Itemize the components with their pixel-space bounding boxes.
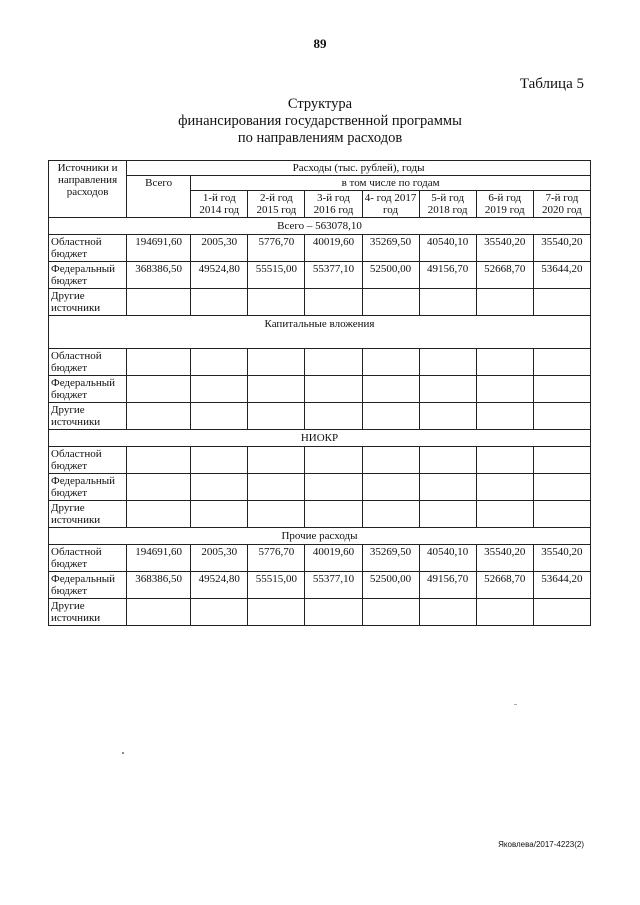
cell-year-7: 35540,20 (533, 235, 590, 262)
cell-total (127, 474, 191, 501)
cell-total (127, 501, 191, 528)
row-source-label: Областной бюджет (49, 545, 127, 572)
section-title: НИОКР (49, 430, 591, 447)
table-label: Таблица 5 (519, 76, 584, 92)
section-row (49, 316, 591, 349)
cell-year-1 (191, 403, 248, 430)
cell-year-7 (533, 349, 590, 376)
cell-year-2 (248, 474, 305, 501)
heading-line-3: по направлениям расходов (237, 130, 403, 146)
cell-total (127, 376, 191, 403)
cell-year-2 (248, 599, 305, 626)
cell-year-7 (533, 403, 590, 430)
cell-year-1 (191, 501, 248, 528)
cell-total: 368386,50 (127, 572, 191, 599)
cell-total (127, 403, 191, 430)
cell-year-1: 2005,30 (191, 235, 248, 262)
cell-year-1: 49524,80 (191, 572, 248, 599)
cell-year-2 (248, 403, 305, 430)
row-source-label: Областной бюджет (49, 349, 127, 376)
cell-year-4 (362, 501, 419, 528)
row-source-label: Федеральный бюджет (49, 376, 127, 403)
cell-year-1 (191, 376, 248, 403)
table-row (49, 474, 591, 501)
cell-year-3 (305, 289, 362, 316)
header-expenses: Расходы (тыс. рублей), годы (127, 161, 591, 176)
table-row (49, 599, 591, 626)
cell-year-3: 40019,60 (305, 235, 362, 262)
document-heading (0, 96, 640, 147)
document-footer-code: Яковлева/2017-4223(2) (498, 840, 584, 849)
cell-year-3: 55377,10 (305, 572, 362, 599)
cell-year-3 (305, 599, 362, 626)
cell-year-4: 35269,50 (362, 235, 419, 262)
cell-year-5: 40540,10 (419, 545, 476, 572)
row-source-label: Федеральный бюджет (49, 262, 127, 289)
cell-year-2: 5776,70 (248, 545, 305, 572)
cell-year-3 (305, 403, 362, 430)
cell-year-3: 40019,60 (305, 545, 362, 572)
header-year-6: 6-й год 2019 год (476, 191, 533, 218)
cell-year-6 (476, 376, 533, 403)
financing-structure-table (48, 160, 591, 626)
cell-total (127, 599, 191, 626)
cell-year-2 (248, 447, 305, 474)
cell-year-6: 35540,20 (476, 545, 533, 572)
cell-year-3 (305, 349, 362, 376)
cell-year-4 (362, 599, 419, 626)
cell-year-5 (419, 474, 476, 501)
cell-year-5: 49156,70 (419, 572, 476, 599)
cell-year-4 (362, 474, 419, 501)
section-row (49, 218, 591, 235)
cell-year-7 (533, 474, 590, 501)
table-row (49, 447, 591, 474)
cell-year-5 (419, 501, 476, 528)
table-row (49, 349, 591, 376)
cell-year-6 (476, 447, 533, 474)
cell-year-2 (248, 289, 305, 316)
table-row (49, 289, 591, 316)
cell-year-1 (191, 447, 248, 474)
cell-year-2: 5776,70 (248, 235, 305, 262)
cell-year-6: 52668,70 (476, 572, 533, 599)
table-row (49, 403, 591, 430)
cell-year-7 (533, 289, 590, 316)
cell-year-5: 49156,70 (419, 262, 476, 289)
header-sources: Источники и направления расходов (49, 161, 127, 218)
cell-total: 368386,50 (127, 262, 191, 289)
cell-year-3 (305, 376, 362, 403)
header-year-4: 4- год 2017 год (362, 191, 419, 218)
cell-year-4: 52500,00 (362, 572, 419, 599)
section-row (49, 528, 591, 545)
section-title: Капитальные вложения (49, 316, 591, 349)
cell-year-5 (419, 599, 476, 626)
cell-year-6 (476, 403, 533, 430)
cell-year-4 (362, 349, 419, 376)
cell-total (127, 349, 191, 376)
cell-year-6 (476, 349, 533, 376)
cell-year-5 (419, 349, 476, 376)
cell-year-2 (248, 349, 305, 376)
cell-year-6 (476, 501, 533, 528)
header-total: Всего (127, 176, 191, 218)
cell-total (127, 447, 191, 474)
table-row (49, 501, 591, 528)
cell-year-1 (191, 349, 248, 376)
cell-year-5 (419, 376, 476, 403)
cell-year-5: 40540,10 (419, 235, 476, 262)
cell-year-3 (305, 447, 362, 474)
scan-speck (122, 752, 124, 754)
scan-speck (514, 704, 517, 705)
cell-year-7: 53644,20 (533, 262, 590, 289)
cell-total: 194691,60 (127, 235, 191, 262)
cell-year-2 (248, 501, 305, 528)
header-by-years: в том числе по годам (191, 176, 591, 191)
row-source-label: Федеральный бюджет (49, 474, 127, 501)
cell-year-4 (362, 403, 419, 430)
cell-year-4 (362, 289, 419, 316)
heading-line-2: финансирования государственной программы (178, 113, 462, 129)
section-row (49, 430, 591, 447)
section-title: Всего – 563078,10 (49, 218, 591, 235)
cell-year-1: 2005,30 (191, 545, 248, 572)
cell-year-7: 35540,20 (533, 545, 590, 572)
header-year-5: 5-й год 2018 год (419, 191, 476, 218)
table-row (49, 262, 591, 289)
row-source-label: Другие источники (49, 501, 127, 528)
cell-year-7 (533, 599, 590, 626)
cell-year-4 (362, 447, 419, 474)
cell-year-1 (191, 599, 248, 626)
cell-year-4: 52500,00 (362, 262, 419, 289)
cell-year-7 (533, 376, 590, 403)
cell-year-7: 53644,20 (533, 572, 590, 599)
cell-year-6 (476, 474, 533, 501)
row-source-label: Федеральный бюджет (49, 572, 127, 599)
table-row (49, 235, 591, 262)
row-source-label: Областной бюджет (49, 235, 127, 262)
cell-year-3 (305, 474, 362, 501)
header-year-7: 7-й год 2020 год (533, 191, 590, 218)
table-row (49, 545, 591, 572)
cell-year-4: 35269,50 (362, 545, 419, 572)
heading-line-1: Структура (287, 96, 353, 112)
cell-year-7 (533, 447, 590, 474)
header-year-2: 2-й год 2015 год (248, 191, 305, 218)
cell-year-2 (248, 376, 305, 403)
row-source-label: Другие источники (49, 599, 127, 626)
cell-year-1: 49524,80 (191, 262, 248, 289)
cell-year-3: 55377,10 (305, 262, 362, 289)
table-row (49, 376, 591, 403)
cell-year-1 (191, 474, 248, 501)
cell-year-6 (476, 289, 533, 316)
cell-year-2: 55515,00 (248, 262, 305, 289)
page-number: 89 (313, 36, 327, 51)
cell-year-1 (191, 289, 248, 316)
cell-year-5 (419, 289, 476, 316)
cell-year-7 (533, 501, 590, 528)
cell-total: 194691,60 (127, 545, 191, 572)
table-body (49, 218, 591, 626)
cell-year-6 (476, 599, 533, 626)
table-row (49, 572, 591, 599)
cell-year-3 (305, 501, 362, 528)
row-source-label: Областной бюджет (49, 447, 127, 474)
cell-year-2: 55515,00 (248, 572, 305, 599)
cell-total (127, 289, 191, 316)
cell-year-4 (362, 376, 419, 403)
row-source-label: Другие источники (49, 289, 127, 316)
cell-year-6: 35540,20 (476, 235, 533, 262)
cell-year-6: 52668,70 (476, 262, 533, 289)
cell-year-5 (419, 447, 476, 474)
header-year-3: 3-й год 2016 год (305, 191, 362, 218)
table-header (49, 161, 591, 218)
section-title: Прочие расходы (49, 528, 591, 545)
cell-year-5 (419, 403, 476, 430)
header-year-1: 1-й год 2014 год (191, 191, 248, 218)
row-source-label: Другие источники (49, 403, 127, 430)
